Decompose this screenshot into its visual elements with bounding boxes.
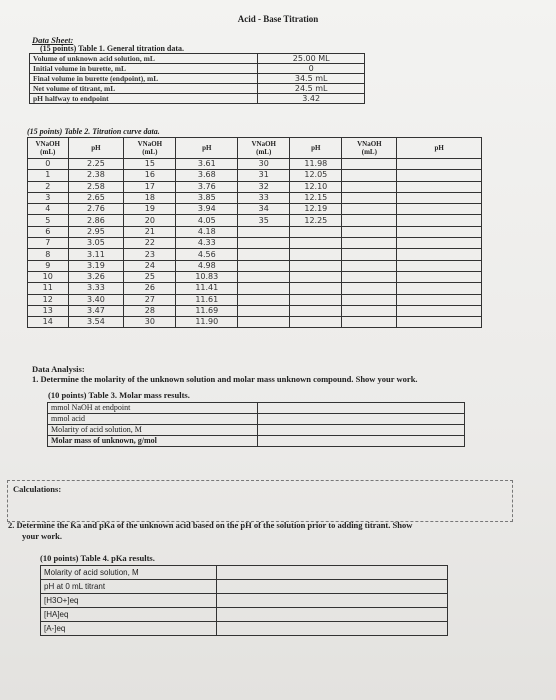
ph-cell[interactable]: 2.95 [68,226,124,237]
ph-cell[interactable] [290,271,342,282]
ph-cell[interactable]: 12.05 [290,170,342,181]
row-value[interactable] [258,436,465,447]
ph-cell[interactable]: 2.25 [68,159,124,170]
ph-cell[interactable] [397,181,482,192]
ph-cell[interactable]: 12.15 [290,192,342,203]
volume-cell[interactable] [342,204,397,215]
ph-cell[interactable]: 4.98 [176,260,238,271]
ph-cell[interactable]: 11.98 [290,159,342,170]
volume-cell[interactable] [238,283,290,294]
row-value[interactable] [217,594,448,608]
volume-cell[interactable] [238,294,290,305]
ph-cell[interactable] [290,294,342,305]
volume-cell[interactable] [238,226,290,237]
calculations-box[interactable] [7,480,513,522]
table-row [30,74,365,84]
row-label: Net volume of titrant, mL [30,84,258,94]
ph-cell[interactable] [397,305,482,316]
row-value[interactable] [258,414,465,425]
table4-caption: (10 points) Table 4. pKa results. [40,553,155,563]
ph-cell[interactable] [290,226,342,237]
volume-cell[interactable]: 34 [238,204,290,215]
volume-cell[interactable]: 33 [238,192,290,203]
table-row [48,414,465,425]
row-label: mmol NaOH at endpoint [48,403,258,414]
titration-curve-table [27,137,482,328]
row-label: mmol acid [48,414,258,425]
table-row [28,294,482,305]
header-volume: VNaOH (mL) [124,138,176,159]
volume-cell[interactable]: 25 [124,271,176,282]
ph-cell[interactable] [290,283,342,294]
question-2-line1: 2. Determine the Ka and pKa of the unknown acid based on the pH of the solution prior to adding titrant. Show [8,520,413,530]
volume-cell[interactable] [342,249,397,260]
volume-cell[interactable]: 8 [28,249,69,260]
row-value[interactable] [258,425,465,436]
header-volume: VNaOH (mL) [342,138,397,159]
volume-cell[interactable]: 32 [238,181,290,192]
ph-cell[interactable]: 12.25 [290,215,342,226]
ph-cell[interactable] [397,260,482,271]
ph-cell[interactable] [290,249,342,260]
header-ph: pH [397,138,482,159]
table3-caption: (10 points) Table 3. Molar mass results. [48,390,190,400]
ph-cell[interactable]: 2.58 [68,181,124,192]
table-row [28,260,482,271]
row-value[interactable] [217,622,448,636]
ph-cell[interactable] [397,215,482,226]
data-analysis-label: Data Analysis: [32,364,85,374]
ph-cell[interactable] [290,260,342,271]
row-label: Final volume in burette (endpoint), mL [30,74,258,84]
row-value[interactable]: 0 [258,64,365,74]
table-row [28,226,482,237]
volume-cell[interactable]: 0 [28,159,69,170]
titration-table-body [28,159,482,328]
ph-cell[interactable]: 3.85 [176,192,238,203]
ph-cell[interactable]: 11.69 [176,305,238,316]
volume-cell[interactable]: 30 [238,159,290,170]
volume-cell[interactable] [238,305,290,316]
ph-cell[interactable]: 12.19 [290,204,342,215]
volume-cell[interactable]: 24 [124,260,176,271]
volume-cell[interactable] [342,159,397,170]
ph-cell[interactable] [397,192,482,203]
row-label: Molar mass of unknown, g/mol [48,436,258,447]
table-row [41,594,448,608]
table-header-row [28,138,482,159]
volume-cell[interactable]: 11 [28,283,69,294]
volume-cell[interactable]: 26 [124,283,176,294]
table-row [28,271,482,282]
volume-cell[interactable]: 31 [238,170,290,181]
row-value[interactable] [258,403,465,414]
volume-cell[interactable]: 9 [28,260,69,271]
volume-cell[interactable] [238,260,290,271]
volume-cell[interactable] [238,317,290,328]
ph-cell[interactable] [290,305,342,316]
volume-cell[interactable]: 18 [124,192,176,203]
question-1: 1. Determine the molarity of the unknown solution and molar mass unknown compound. Show your work. [32,374,418,384]
volume-cell[interactable]: 13 [28,305,69,316]
table-row [28,181,482,192]
question-2-line2: your work. [22,531,62,541]
ph-cell[interactable]: 3.54 [68,317,124,328]
volume-cell[interactable]: 10 [28,271,69,282]
question-2 [8,520,538,542]
volume-cell[interactable] [342,181,397,192]
ph-cell[interactable] [397,204,482,215]
ph-cell[interactable]: 2.76 [68,204,124,215]
header-volume: VNaOH (mL) [28,138,69,159]
row-value[interactable]: 24.5 mL [258,84,365,94]
row-value[interactable] [217,580,448,594]
general-titration-table [29,53,365,104]
row-value[interactable] [217,608,448,622]
volume-cell[interactable]: 12 [28,294,69,305]
table-row [28,283,482,294]
volume-cell[interactable]: 23 [124,249,176,260]
volume-cell[interactable]: 14 [28,317,69,328]
volume-cell[interactable] [342,170,397,181]
ph-cell[interactable]: 3.40 [68,294,124,305]
page-title: Acid - Base Titration [237,14,319,24]
table-row [28,204,482,215]
table1-caption: (15 points) Table 1. General titration data. [40,44,185,53]
ph-cell[interactable]: 3.76 [176,181,238,192]
volume-cell[interactable]: 19 [124,204,176,215]
header-ph: pH [290,138,342,159]
ph-cell[interactable]: 11.41 [176,283,238,294]
volume-cell[interactable] [238,249,290,260]
table2-caption: (15 points) Table 2. Titration curve data. [27,127,160,136]
volume-cell[interactable]: 30 [124,317,176,328]
volume-cell[interactable]: 21 [124,226,176,237]
ph-cell[interactable] [397,294,482,305]
volume-cell[interactable]: 3 [28,192,69,203]
row-label: [H3O+]eq [41,594,217,608]
row-label: [HA]eq [41,608,217,622]
table-row [48,403,465,414]
ph-cell[interactable]: 11.61 [176,294,238,305]
row-label: Molarity of acid solution, M [41,566,217,580]
table-row [28,305,482,316]
volume-cell[interactable]: 28 [124,305,176,316]
volume-cell[interactable] [238,271,290,282]
ph-cell[interactable]: 3.26 [68,271,124,282]
volume-cell[interactable]: 17 [124,181,176,192]
ph-cell[interactable] [397,170,482,181]
ph-cell[interactable] [290,317,342,328]
table-row [28,238,482,249]
ph-cell[interactable]: 4.56 [176,249,238,260]
table-row [41,622,448,636]
table-row [30,84,365,94]
ph-cell[interactable]: 3.19 [68,260,124,271]
ph-cell[interactable] [397,226,482,237]
volume-cell[interactable] [342,192,397,203]
table-row [28,317,482,328]
table-row [48,436,465,447]
pka-table [40,565,448,636]
row-value[interactable]: 34.5 mL [258,74,365,84]
table-row [28,215,482,226]
volume-cell[interactable]: 7 [28,238,69,249]
header-volume: VNaOH (mL) [238,138,290,159]
ph-cell[interactable]: 3.94 [176,204,238,215]
volume-cell[interactable] [342,271,397,282]
table-row [41,608,448,622]
table-row [30,64,365,74]
table-row [41,580,448,594]
molar-mass-table [47,402,465,447]
volume-cell[interactable] [342,238,397,249]
volume-cell[interactable]: 15 [124,159,176,170]
row-value[interactable] [217,566,448,580]
volume-cell[interactable]: 20 [124,215,176,226]
volume-cell[interactable] [238,238,290,249]
ph-cell[interactable] [397,283,482,294]
ph-cell[interactable]: 4.18 [176,226,238,237]
volume-cell[interactable] [342,215,397,226]
row-label: [A-]eq [41,622,217,636]
header-ph: pH [176,138,238,159]
table-row [30,54,365,64]
volume-cell[interactable]: 4 [28,204,69,215]
table-row [48,425,465,436]
ph-cell[interactable] [290,238,342,249]
ph-cell[interactable]: 3.11 [68,249,124,260]
volume-cell[interactable] [342,226,397,237]
volume-cell[interactable]: 22 [124,238,176,249]
row-label: pH halfway to endpoint [30,94,258,104]
ph-cell[interactable]: 2.65 [68,192,124,203]
volume-cell[interactable]: 6 [28,226,69,237]
volume-cell[interactable] [342,305,397,316]
table-row [28,159,482,170]
ph-cell[interactable]: 12.10 [290,181,342,192]
volume-cell[interactable]: 16 [124,170,176,181]
ph-cell[interactable] [397,159,482,170]
volume-cell[interactable]: 27 [124,294,176,305]
volume-cell[interactable]: 1 [28,170,69,181]
calculations-label: Calculations: [13,484,62,494]
ph-cell[interactable]: 3.61 [176,159,238,170]
row-label: Molarity of acid solution, M [48,425,258,436]
volume-cell[interactable]: 35 [238,215,290,226]
ph-cell[interactable]: 4.05 [176,215,238,226]
header-ph: pH [68,138,124,159]
volume-cell[interactable]: 2 [28,181,69,192]
ph-cell[interactable] [397,238,482,249]
ph-cell[interactable]: 3.68 [176,170,238,181]
table-row [28,192,482,203]
ph-cell[interactable]: 2.86 [68,215,124,226]
ph-cell[interactable]: 2.38 [68,170,124,181]
table-row [28,249,482,260]
row-label: pH at 0 mL titrant [41,580,217,594]
table-row [28,170,482,181]
volume-cell[interactable] [342,260,397,271]
ph-cell[interactable] [397,249,482,260]
volume-cell[interactable] [342,294,397,305]
ph-cell[interactable]: 10.83 [176,271,238,282]
row-value[interactable]: 25.00 ML [258,54,365,64]
volume-cell[interactable] [342,317,397,328]
volume-cell[interactable]: 5 [28,215,69,226]
data-sheet-label: Data Sheet: [32,35,74,45]
ph-cell[interactable] [397,317,482,328]
ph-cell[interactable]: 11.90 [176,317,238,328]
row-label: Initial volume in burette, mL [30,64,258,74]
row-label: Volume of unknown acid solution, mL [30,54,258,64]
ph-cell[interactable]: 3.05 [68,238,124,249]
ph-cell[interactable]: 4.33 [176,238,238,249]
table-row [41,566,448,580]
volume-cell[interactable] [342,283,397,294]
row-value[interactable]: 3.42 [258,94,365,104]
ph-cell[interactable] [397,271,482,282]
ph-cell[interactable]: 3.47 [68,305,124,316]
table-row [30,94,365,104]
ph-cell[interactable]: 3.33 [68,283,124,294]
